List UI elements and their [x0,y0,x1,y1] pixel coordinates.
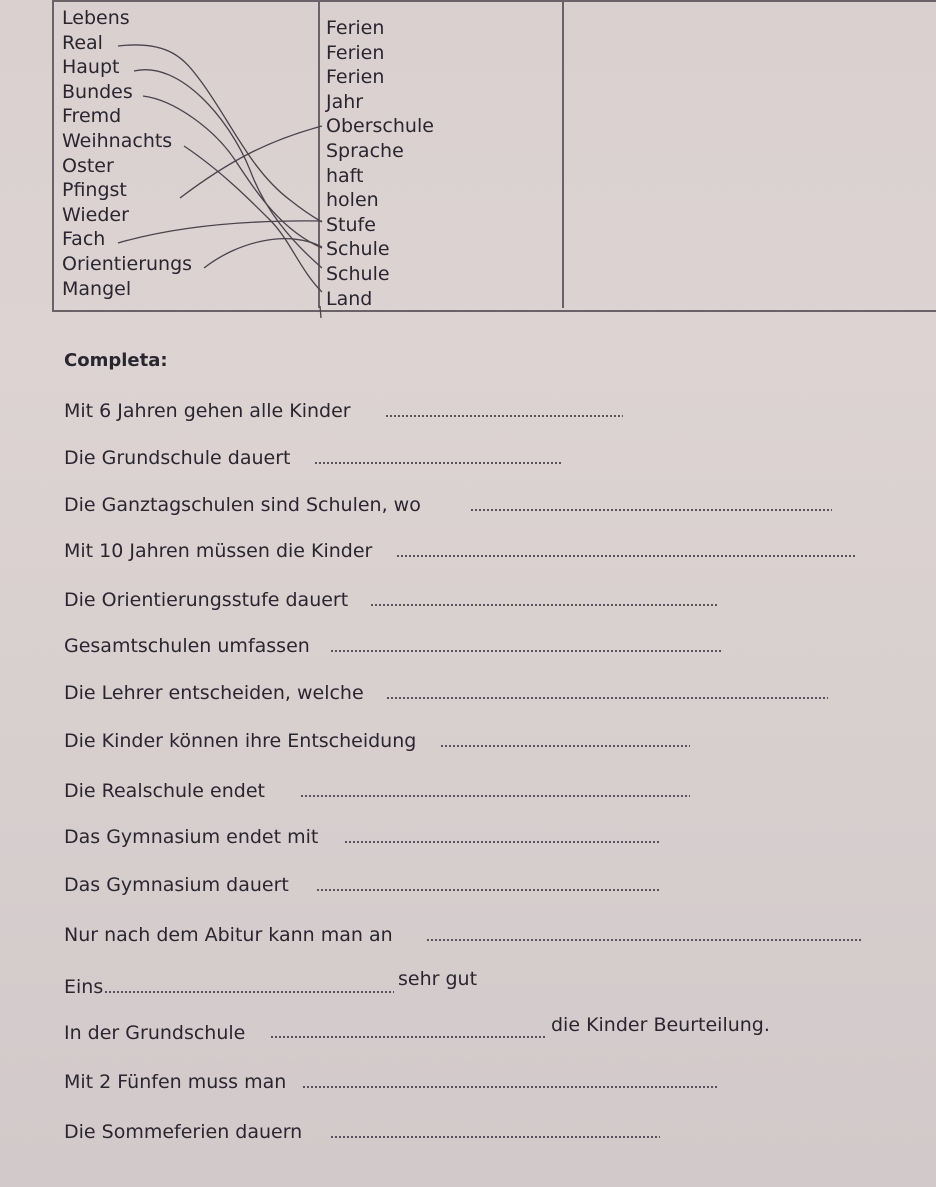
question-text: Eins [64,976,104,998]
question-text: Die Lehrer entscheiden, welche [64,682,364,704]
answer-blank[interactable] [270,1036,546,1038]
match-line [118,221,322,243]
left-word: Wieder [62,203,129,226]
question-text: Das Gymnasium dauert [64,874,289,896]
left-word: Mangel [62,277,132,300]
right-word: Sprache [326,139,404,162]
question-text: Die Kinder können ihre Entscheidung [64,730,417,752]
answer-blank[interactable] [300,795,690,797]
right-word: Stufe [326,213,376,236]
question-text: Nur nach dem Abitur kann man an [64,924,393,946]
question-text: Die Grundschule dauert [64,447,291,469]
question-text: Das Gymnasium endet mit [64,826,319,848]
answer-blank[interactable] [426,939,862,941]
left-word: Haupt [62,56,120,79]
answer-blank[interactable] [314,462,561,464]
question-text: Mit 10 Jahren müssen die Kinder [64,540,373,562]
right-word: Ferien [326,17,385,39]
question-tail: die Kinder Beurteilung. [551,1014,770,1036]
match-line [134,70,322,268]
handwritten-matching-lines [0,0,936,320]
left-word: Weihnachts [62,129,173,152]
right-word: Schule [326,238,390,261]
answer-blank[interactable] [370,604,718,606]
right-word: Schule [326,262,390,285]
question-text: Die Ganztagschulen sind Schulen, wo [64,494,421,516]
question-tail: sehr gut [398,968,478,990]
match-line [118,45,322,222]
right-word: haft [326,164,364,187]
answer-blank[interactable] [385,415,623,417]
left-word: Real [62,31,103,54]
right-word: Land [326,287,373,310]
question-text: Die Orientierungsstufe dauert [64,589,349,611]
match-line [320,306,321,318]
question-text: Die Realschule endet [64,780,265,802]
answer-blank[interactable] [316,889,661,891]
match-line [184,146,322,292]
question-text: Die Sommeferien dauern [64,1121,303,1143]
answer-blank[interactable] [440,745,690,747]
match-line [204,239,322,268]
answer-blank[interactable] [330,1136,660,1138]
answer-blank[interactable] [470,509,832,511]
right-word: Oberschule [326,115,434,138]
answer-blank[interactable] [396,555,856,557]
question-text: Mit 2 Fünfen muss man [64,1071,287,1093]
right-word: Jahr [326,90,364,113]
left-word: Pfingst [62,179,127,202]
left-word: Orientierungs [62,252,193,275]
answer-blank[interactable] [386,697,828,699]
left-word: Lebens [62,7,130,29]
left-word: Oster [62,154,114,177]
answer-blank[interactable] [104,991,394,993]
answer-blank[interactable] [330,650,721,652]
left-word: Bundes [62,80,133,103]
question-text: In der Grundschule [64,1022,246,1044]
section-heading: Completa: [64,350,168,371]
right-word: Ferien [326,41,385,64]
match-line [143,96,322,248]
answer-blank[interactable] [302,1086,718,1088]
right-word: Ferien [326,66,385,89]
question-text: Mit 6 Jahren gehen alle Kinder [64,400,351,422]
match-line [180,126,322,198]
question-text: Gesamtschulen umfassen [64,635,310,657]
answer-blank[interactable] [344,841,660,843]
right-word: holen [326,189,379,212]
left-word: Fremd [62,105,122,128]
left-word: Fach [62,228,106,251]
